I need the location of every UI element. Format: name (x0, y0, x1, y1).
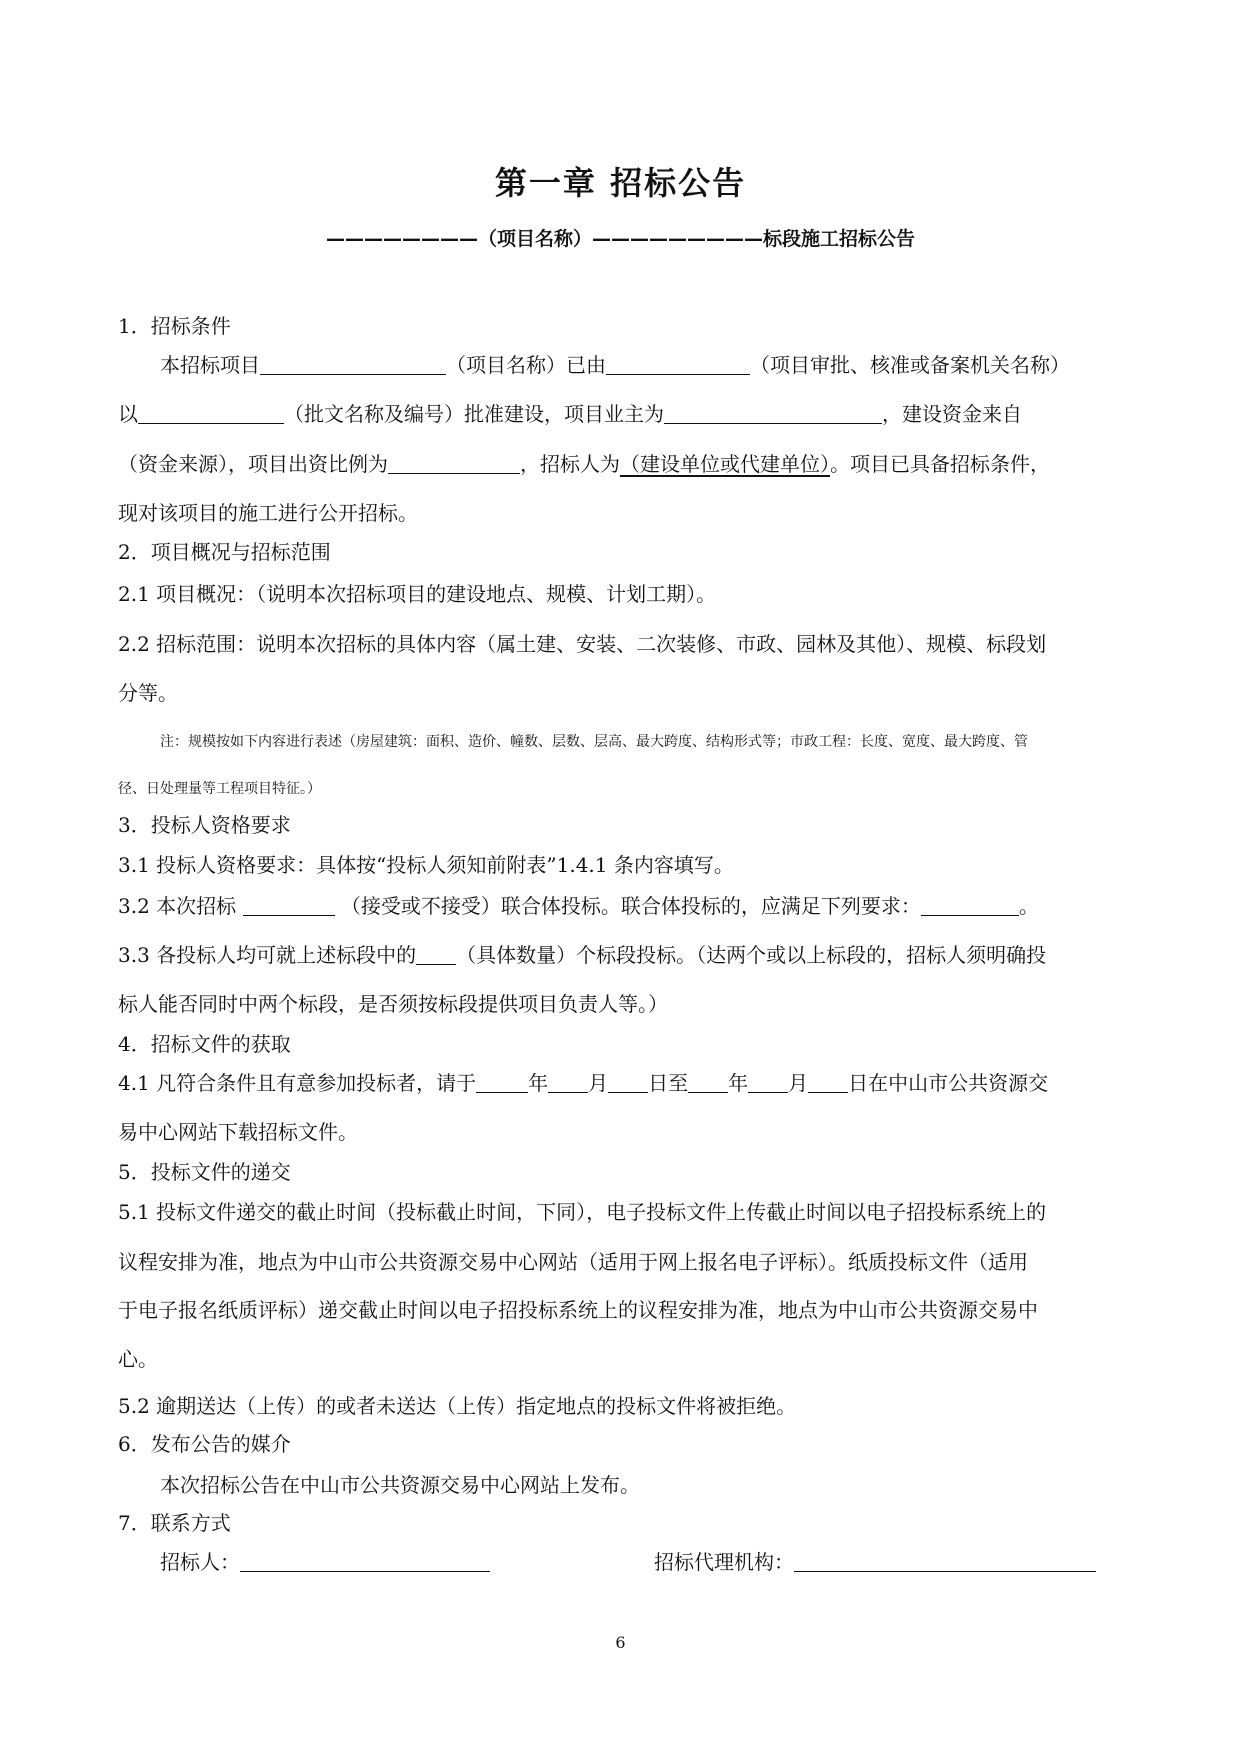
section-5-1-line-4: 心。 (118, 1347, 158, 1371)
start-day-blank[interactable] (608, 1072, 648, 1093)
funding-ratio-blank[interactable] (388, 453, 520, 474)
lot-count-blank[interactable] (416, 944, 456, 965)
start-year-blank[interactable] (476, 1072, 528, 1093)
section-3-2: 3.2 本次招标 （接受或不接受）联合体投标。联合体投标的，应满足下列要求： 。 (118, 894, 1039, 918)
section-3-1: 3.1 投标人资格要求：具体按“投标人须知前附表”1.4.1 条内容填写。 (118, 853, 734, 877)
chapter-subtitle: ————————（项目名称）—————————标段施工招标公告 (325, 228, 915, 250)
section-2-heading: 2．项目概况与招标范围 (118, 540, 331, 564)
section-2-1: 2.1 项目概况：（说明本次招标项目的建设地点、规模、计划工期）。 (118, 582, 717, 606)
project-owner-blank[interactable] (664, 403, 882, 424)
section-1-paragraph-line-1: 本招标项目 （项目名称）已由 （项目审批、核准或备案机关名称） (160, 353, 1070, 377)
section-4-heading: 4．招标文件的获取 (118, 1032, 291, 1056)
end-month-blank[interactable] (748, 1072, 788, 1093)
start-month-blank[interactable] (548, 1072, 588, 1093)
agency-contact: 招标代理机构： (654, 1550, 1114, 1574)
consortium-accept-blank[interactable] (243, 895, 335, 916)
scale-note-line-1: 注：规模按如下内容进行表述（房屋建筑：面积、造价、幢数、层数、层高、最大跨度、结构形式等；市政工程：长度、宽度、最大跨度、管 (160, 734, 1028, 750)
section-4-1-line-2: 易中心网站下载招标文件。 (118, 1120, 358, 1144)
section-1-heading: 1．招标条件 (118, 314, 231, 338)
consortium-requirements-blank[interactable] (921, 895, 1019, 916)
tenderer-underlined-text: （建设单位或代建单位） (620, 452, 830, 476)
project-name-blank[interactable] (260, 354, 446, 375)
section-2-2-line-2: 分等。 (118, 681, 178, 705)
section-5-1-line-2: 议程安排为准，地点为中山市公共资源交易中心网站（适用于网上报名电子评标）。纸质投标文件（适用 (118, 1250, 1028, 1274)
tenderer-blank[interactable] (240, 1551, 490, 1572)
section-3-heading: 3．投标人资格要求 (118, 813, 291, 837)
section-1-paragraph-line-2: 以 （批文名称及编号）批准建设，项目业主为 ，建设资金来自 (118, 402, 1022, 426)
section-5-1-line-3: 于电子报名纸质评标）递交截止时间以电子招投标系统上的议程安排为准，地点为中山市公共资源交易中 (118, 1298, 1038, 1322)
section-2-2-line-1: 2.2 招标范围：说明本次招标的具体内容（属土建、安装、二次装修、市政、园林及其他）、规模、标段划 (118, 632, 1047, 656)
section-5-1-line-1: 5.1 投标文件递交的截止时间（投标截止时间，下同），电子投标文件上传截止时间以电子招投标系统上的 (118, 1200, 1047, 1224)
end-day-blank[interactable] (808, 1072, 848, 1093)
end-year-blank[interactable] (688, 1072, 728, 1093)
approval-document-blank[interactable] (138, 403, 284, 424)
section-1-paragraph-line-4: 现对该项目的施工进行公开招标。 (118, 501, 418, 525)
section-3-3-line-1: 3.3 各投标人均可就上述标段中的 （具体数量）个标段投标。（达两个或以上标段的，招标人须明确投 (118, 943, 1047, 967)
scale-note-line-2: 径、日处理量等工程项目特征。） (118, 781, 321, 797)
page-number: 6 (615, 1633, 626, 1652)
chapter-title: 第一章 招标公告 (494, 164, 747, 202)
agency-blank[interactable] (794, 1551, 1096, 1572)
section-6-heading: 6．发布公告的媒介 (118, 1432, 291, 1456)
tenderer-contact: 招标人： (160, 1550, 500, 1574)
section-5-heading: 5．投标文件的递交 (118, 1160, 291, 1184)
section-6-paragraph: 本次招标公告在中山市公共资源交易中心网站上发布。 (160, 1473, 640, 1497)
section-7-heading: 7．联系方式 (118, 1511, 231, 1535)
section-3-3-line-2: 标人能否同时中两个标段，是否须按标段提供项目负责人等。） (118, 992, 668, 1016)
approval-authority-blank[interactable] (606, 354, 750, 375)
section-5-2: 5.2 逾期送达（上传）的或者未送达（上传）指定地点的投标文件将被拒绝。 (118, 1394, 797, 1418)
section-4-1-line-1: 4.1 凡符合条件且有意参加投标者，请于 年 月 日至 年 月 日在中山市公共资源交 (118, 1071, 1049, 1095)
section-1-paragraph-line-3: （资金来源），项目出资比例为 ，招标人为（建设单位或代建单位）。项目已具备招标条件， (118, 452, 1050, 476)
